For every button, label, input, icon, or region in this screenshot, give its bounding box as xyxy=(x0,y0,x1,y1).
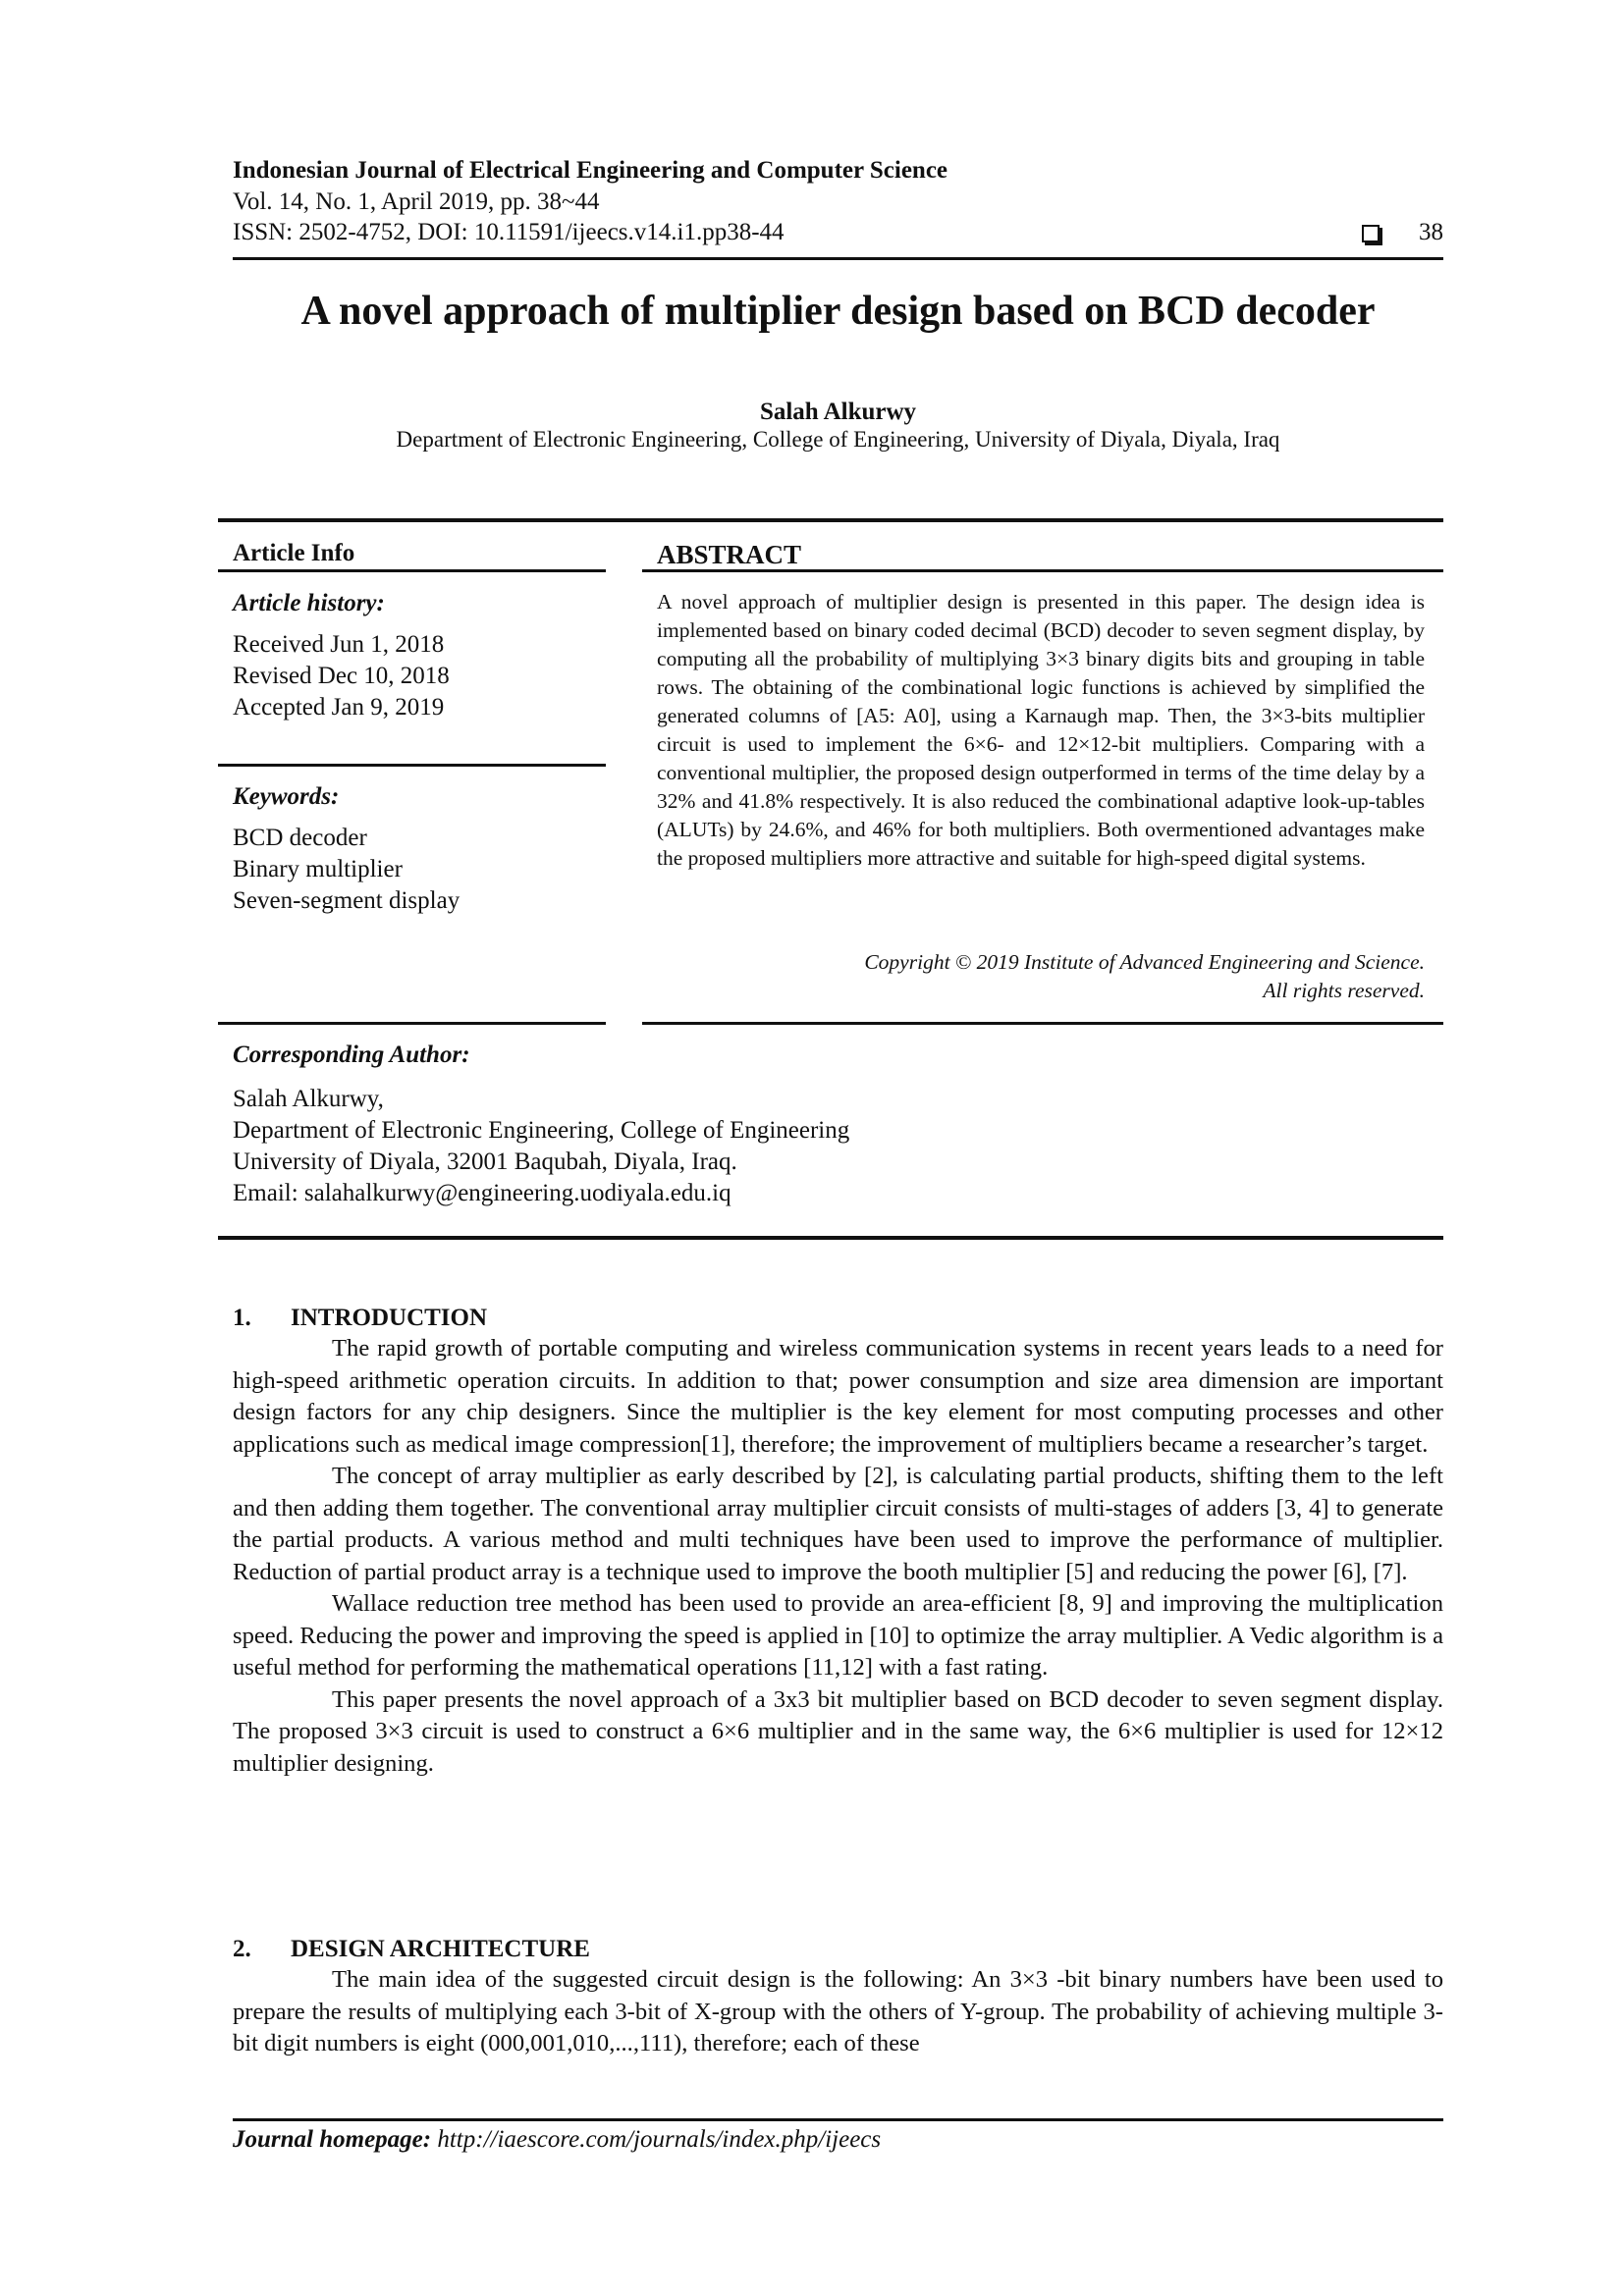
section-number: 1. xyxy=(233,1305,251,1331)
author-affiliation: Department of Electronic Engineering, College of Engineering, University of Diyala, Diyala, Iraq xyxy=(396,427,1280,452)
info-box-right-bottom-rule xyxy=(642,1022,1443,1025)
info-box-left-bottom-rule xyxy=(218,1022,606,1025)
rights-line: All rights reserved. xyxy=(1263,979,1425,1002)
corresponding-line: Salah Alkurwy, xyxy=(233,1086,384,1112)
paragraph: The main idea of the suggested circuit design is the following: An 3×3 -bit binary numbers have been used to prepare the results of multiplying each 3-bit of X-group with the others of Y-group. The probability of achieving multiple 3-bit digit numbers is eight (000,001,010,...,111), therefore; each of these xyxy=(233,1966,1443,2056)
homepage-link[interactable]: http://iaescore.com/journals/index.php/ijeecs xyxy=(437,2126,882,2153)
footer xyxy=(233,2124,881,2156)
paragraph: Wallace reduction tree method has been used to provide an area-efficient [8, 9] and improving the multiplication speed. Reducing the power and improving the speed is applied in [10] to optimize the array multiplier. A Vedic algorithm is a useful method for performing the mathematical operations [11,12] with a fast rating. xyxy=(233,1590,1443,1681)
revised-date: Revised Dec 10, 2018 xyxy=(233,663,450,689)
article-info-heading-wrap xyxy=(233,539,596,568)
copyright xyxy=(657,948,1425,1005)
abstract-heading: ABSTRACT xyxy=(657,540,802,569)
section-heading-design-architecture xyxy=(233,1934,590,1965)
paper-title: A novel approach of multiplier design based on BCD decoder xyxy=(300,289,1376,334)
corresponding-heading: Corresponding Author: xyxy=(233,1041,470,1068)
paragraph: This paper presents the novel approach of a 3x3 bit multiplier based on BCD decoder to seven segment display. The proposed 3×3 circuit is used to construct a 6×6 multiplier and in the same way, the 6×6 multiplier is used for 12×12 multiplier designing. xyxy=(233,1685,1443,1777)
section-number: 2. xyxy=(233,1936,251,1962)
paragraph: The concept of array multiplier as early described by [2], is calculating partial products, shifting them to the left and then adding them together. The conventional array multiplier circuit consists of multi-stages of adders [3, 4] to generate the partial products. A various method and multi techniques have been used to improve the performance of multiplier. Reduction of partial product array is a technique used to improve the booth multiplier [5] and reducing the power [6], [7]. xyxy=(233,1463,1443,1585)
issn-row xyxy=(233,217,1443,247)
article-history-heading: Article history: xyxy=(233,590,385,616)
homepage-label: Journal homepage: xyxy=(233,2126,432,2153)
article-history xyxy=(233,589,596,723)
header-rule xyxy=(233,257,1443,260)
corresponding-author xyxy=(233,1041,1313,1209)
journal-volume: Vol. 14, No. 1, April 2019, pp. 38~44 xyxy=(233,188,600,215)
section-title: DESIGN ARCHITECTURE xyxy=(291,1936,590,1962)
info-box-top-rule xyxy=(218,518,1443,522)
page-number: 38 xyxy=(1419,219,1443,245)
corresponding-line: University of Diyala, 32001 Baqubah, Diyala, Iraq. xyxy=(233,1148,737,1175)
keywords-heading: Keywords: xyxy=(233,783,340,810)
article-info-heading: Article Info xyxy=(233,540,355,566)
received-date: Received Jun 1, 2018 xyxy=(233,631,445,658)
journal-title: Indonesian Journal of Electrical Engineering and Computer Science xyxy=(233,157,948,184)
footer-rule xyxy=(233,2118,1443,2121)
journal-issn: ISSN: 2502-4752, DOI: 10.11591/ijeecs.v14.i1.pp38-44 xyxy=(233,219,785,245)
section-heading-introduction xyxy=(233,1303,487,1334)
introduction-body xyxy=(233,1333,1443,1780)
paragraph: The rapid growth of portable computing and wireless communication systems in recent years leads to a need for high-speed arithmetic operation circuits. In addition to that; power consumption and size area dimension are important design factors for any chip designers. Since the multiplier is the key element for most computing processes and other applications such as medical image compression[1], therefore; the improvement of multipliers became a researcher’s target. xyxy=(233,1335,1443,1458)
box-icon xyxy=(1362,225,1380,242)
author-name: Salah Alkurwy xyxy=(759,399,917,425)
keyword-item: BCD decoder xyxy=(233,825,367,851)
corresponding-email: Email: salahalkurwy@engineering.uodiyala.edu.iq xyxy=(233,1180,731,1206)
journal-header xyxy=(233,155,1443,247)
copyright-line: Copyright © 2019 Institute of Advanced Engineering and Science. xyxy=(864,950,1425,974)
corresponding-line: Department of Electronic Engineering, College of Engineering xyxy=(233,1117,850,1144)
keywords-block xyxy=(233,782,596,917)
abstract-text: A novel approach of multiplier design is presented in this paper. The design idea is implemented based on binary coded decimal (BCD) decoder to seven segment display, by computing all the probability of multiplying 3×3 binary digits bits and grouping in table rows. The obtaining of the combinational logic functions is achieved by simplified the generated columns of [A5: A0], using a Karnaugh map. Then, the 3×3-bits multiplier circuit is used to implement the 6×6- and 12×12-bit multipliers. Comparing with a conventional multiplier, the proposed design outperformed in terms of the time delay by a 32% and 41.8% respectively. It is also reduced the combinational adaptive look-up-tables (ALUTs) by 24.6%, and 46% for both multipliers. Both overmentioned advantages make the proposed multipliers more attractive and suitable for high-speed digital systems. xyxy=(657,590,1425,870)
keyword-item: Binary multiplier xyxy=(233,856,403,882)
article-info-rule xyxy=(218,569,606,572)
info-box-bottom-rule xyxy=(218,1236,1443,1240)
keywords-rule xyxy=(218,764,606,767)
page-marker xyxy=(1362,217,1443,247)
accepted-date: Accepted Jan 9, 2019 xyxy=(233,694,445,721)
design-architecture-body xyxy=(233,1964,1443,2060)
keyword-item: Seven-segment display xyxy=(233,887,460,914)
section-title: INTRODUCTION xyxy=(291,1305,488,1331)
